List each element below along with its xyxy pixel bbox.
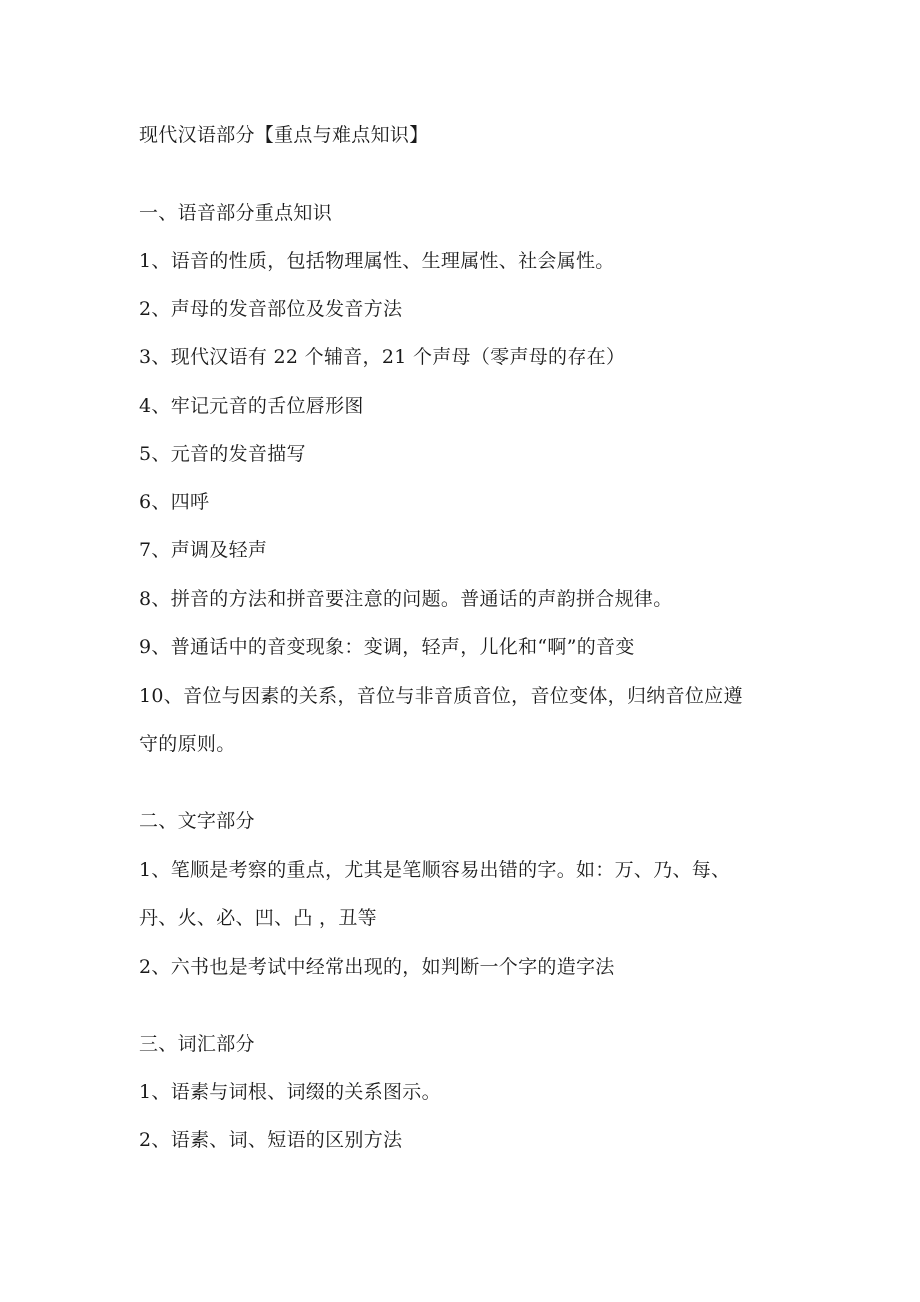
list-item-continuation: 守的原则。 (139, 733, 236, 755)
list-item: 5、元音的发音描写 (139, 443, 306, 465)
list-item: 6、四呼 (139, 491, 210, 513)
list-item: 1、语素与词根、词缀的关系图示。 (139, 1081, 441, 1103)
section-heading-phonetics: 一、语音部分重点知识 (139, 202, 333, 224)
document-title: 现代汉语部分【重点与难点知识】 (139, 124, 429, 146)
list-item-continuation: 丹、火、必、凹、凸 ，丑等 (139, 907, 377, 929)
list-item: 7、声调及轻声 (139, 539, 268, 561)
list-item: 10、音位与因素的关系，音位与非音质音位，音位变体，归纳音位应遵 (139, 685, 743, 707)
list-item: 2、声母的发音部位及发音方法 (139, 298, 403, 320)
list-item: 1、笔顺是考察的重点，尤其是笔顺容易出错的字。如：万、乃、每、 (139, 859, 731, 881)
list-item: 2、语素、词、短语的区别方法 (139, 1129, 403, 1151)
list-item: 3、现代汉语有 22 个辅音，21 个声母（零声母的存在） (139, 346, 626, 368)
section-heading-vocabulary: 三、词汇部分 (139, 1033, 255, 1055)
list-item: 1、语音的性质，包括物理属性、生理属性、社会属性。 (139, 250, 615, 272)
list-item: 4、牢记元音的舌位唇形图 (139, 395, 364, 417)
section-heading-writing: 二、文字部分 (139, 810, 255, 832)
list-item: 9、普通话中的音变现象：变调，轻声，儿化和“啊”的音变 (139, 636, 635, 658)
list-item: 2、六书也是考试中经常出现的，如判断一个字的造字法 (139, 956, 615, 978)
list-item: 8、拼音的方法和拼音要注意的问题。普通话的声韵拼合规律。 (139, 588, 673, 610)
